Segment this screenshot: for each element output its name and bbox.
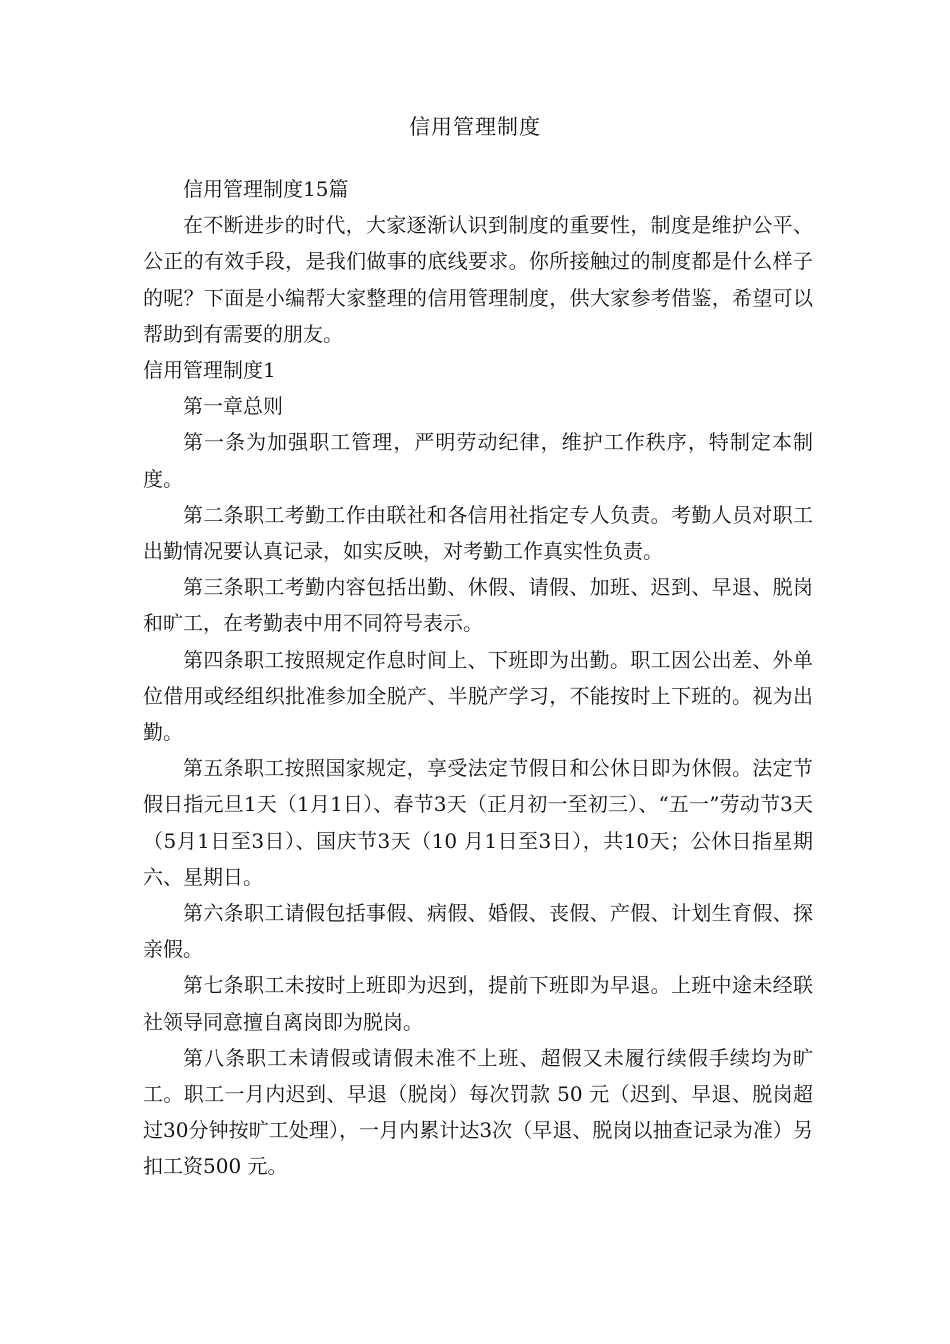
document-body [143, 171, 813, 1185]
article-2: 第二条职工考勤工作由联社和各信用社指定专人负责。考勤人员对职工出勤情况要认真记录，如实反映，对考勤工作真实性负责。 [143, 502, 813, 564]
paragraph-subtitle: 信用管理制度15篇 [183, 177, 349, 201]
section-heading: 信用管理制度1 [143, 358, 276, 383]
chapter-heading: 第一章总则 [183, 394, 283, 419]
paragraph-intro: 在不断进步的时代，大家逐渐认识到制度的重要性，制度是维护公平、公正的有效手段，是我们做事的底线要求。你所接触过的制度都是什么样子的呢？下面是小编帮大家整理的信用管理制度，供大家参考借鉴，希望可以帮助到有需要的朋友。 [143, 213, 813, 346]
document-title: 信用管理制度 [409, 115, 541, 139]
article-4: 第四条职工按照规定作息时间上、下班即为出勤。职工因公出差、外单位借用或经组织批准参加全脱产、半脱产学习，不能按时上下班的。视为出勤。 [143, 647, 813, 745]
article-1: 第一条为加强职工管理，严明劳动纪律，维护工作秩序，特制定本制度。 [143, 430, 813, 491]
article-7: 第七条职工未按时上班即为迟到，提前下班即为早退。上班中途未经联社领导同意擅自离岗即为脱岗。 [143, 973, 813, 1034]
article-6: 第六条职工请假包括事假、病假、婚假、丧假、产假、计划生育假、探亲假。 [143, 901, 813, 962]
article-5: 第五条职工按照国家规定，享受法定节假日和公休日即为休假。法定节假日指元旦1天（1月1日）、春节3天（正月初一至初三）、“五一”劳动节3天（5月1日至3日）、国庆节3天（10 月1日至3日），共10天；公休日指星期六、星期日。 [143, 756, 813, 889]
article-8: 第八条职工未请假或请假未准不上班、超假又未履行续假手续均为旷工。职工一月内迟到、早退（脱岗）每次罚款 50 元（迟到、早退、脱岗超过30分钟按旷工处理），一月内累计达3次（早退、脱岗以抽查记录为准）另扣工资500 元。 [143, 1045, 813, 1179]
article-3: 第三条职工考勤内容包括出勤、休假、请假、加班、迟到、早退、脱岗和旷工，在考勤表中用不同符号表示。 [143, 575, 813, 636]
